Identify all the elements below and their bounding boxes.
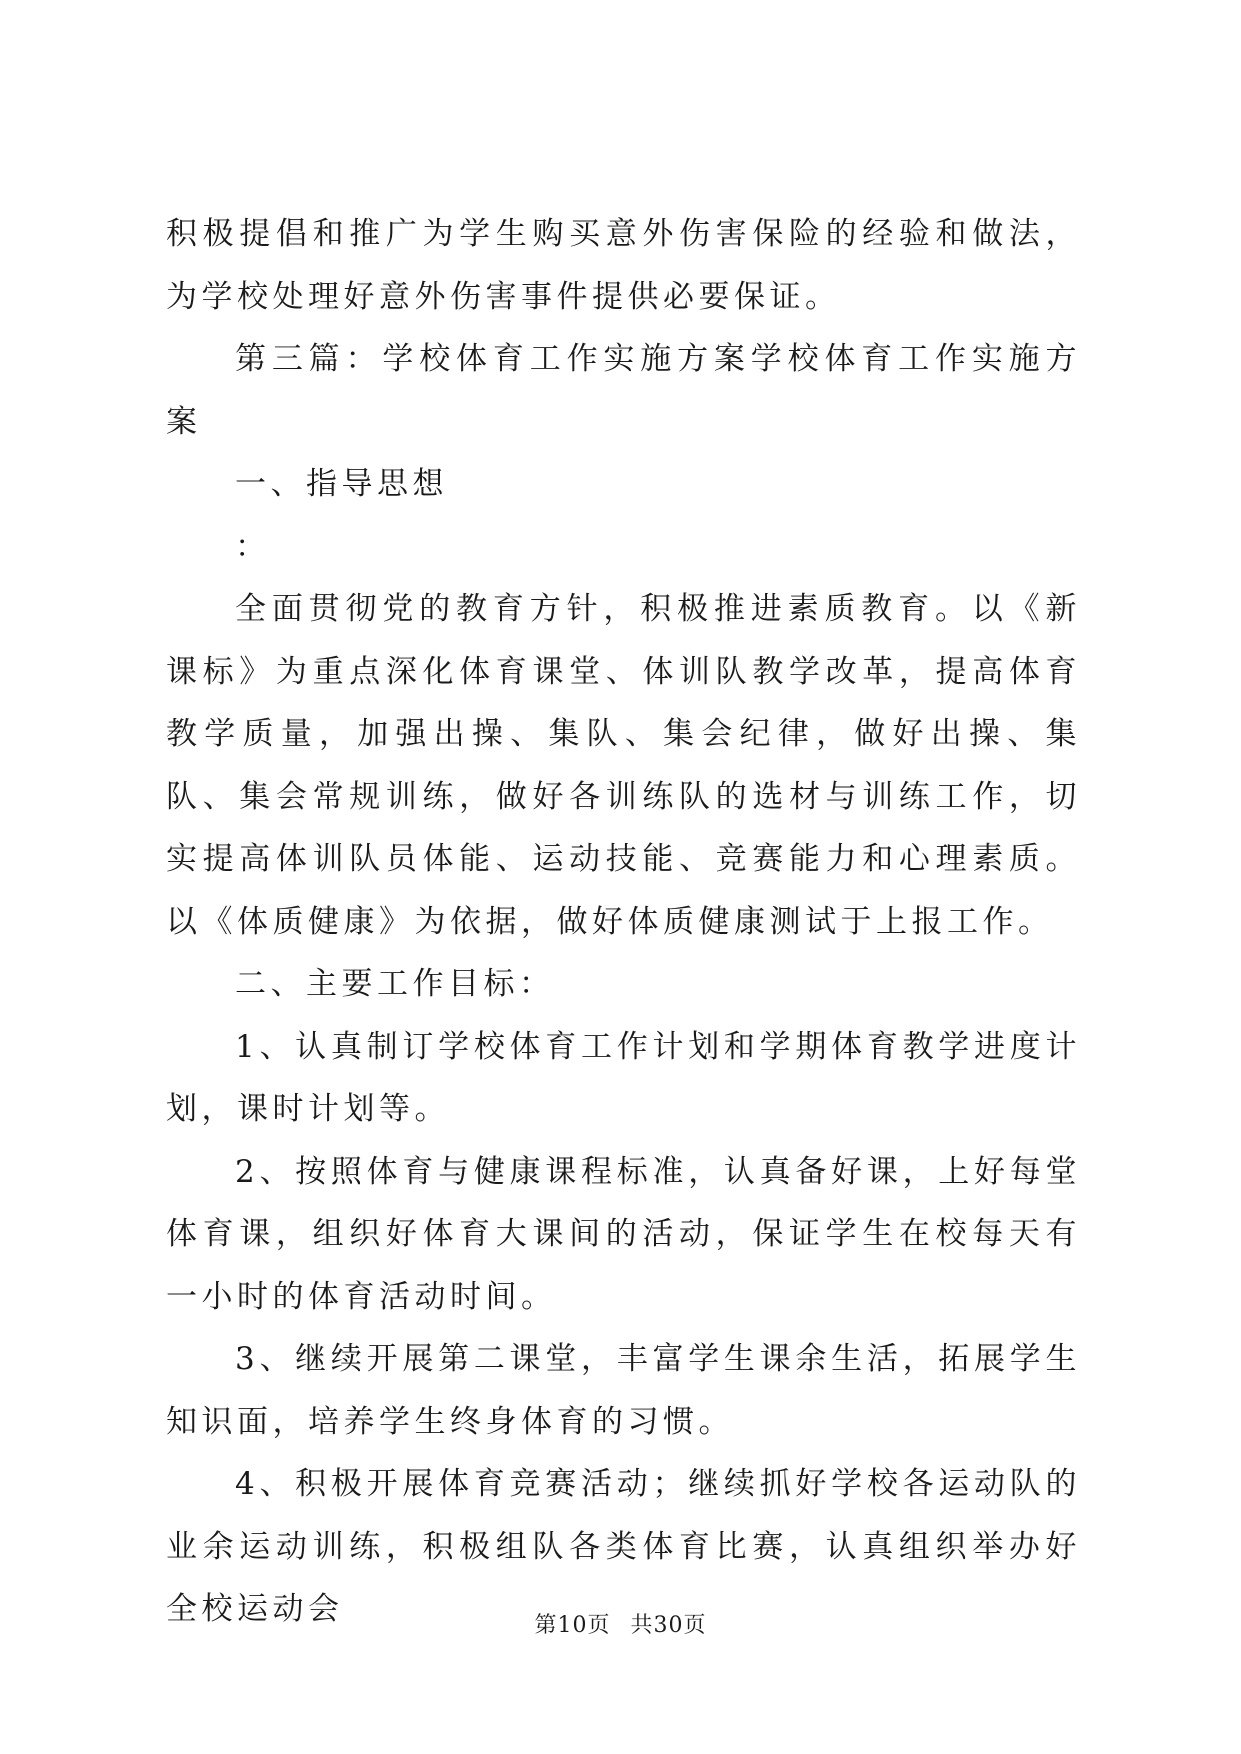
page-footer: [0, 1608, 1241, 1639]
goal-item-2: 2、按照体育与健康课程标准，认真备好课，上好每堂体育课，组织好体育大课间的活动，保证学生在校每天有一小时的体育活动时间。: [166, 1153, 1081, 1315]
paragraph-guiding-ideology: 全面贯彻党的教育方针，积极推进素质教育。以《新课标》为重点深化体育课堂、体训队教学改革，提高体育教学质量，加强出操、集队、集会纪律，做好出操、集队、集会常规训练，做好各训练队的选材与训练工作，切实提高体训队员体能、运动技能、竞赛能力和心理素质。以《体质健康》为依据，做好体质健康测试于上报工作。: [166, 591, 1081, 940]
heading-guiding-ideology: 一、指导思想: [235, 466, 448, 502]
goal-item-4: 4、积极开展体育竞赛活动；继续抓好学校各运动队的业余运动训练，积极组队各类体育比赛，认真组织举办好全校运动会: [166, 1466, 1081, 1627]
page-total: 共30页: [630, 1613, 707, 1638]
document-body: [166, 203, 1081, 1641]
heading-main-goals: 二、主要工作目标：: [235, 966, 555, 1002]
goal-item-1: 1、认真制订学校体育工作计划和学期体育教学进度计划，课时计划等。: [166, 1028, 1081, 1127]
paragraph-intro: 积极提倡和推广为学生购买意外伤害保险的经验和做法，为学校处理好意外伤害事件提供必要保证。: [166, 216, 1081, 315]
colon-line: ：: [235, 528, 271, 565]
section-title: 第三篇：学校体育工作实施方案学校体育工作实施方案: [166, 341, 1081, 440]
goal-item-3: 3、继续开展第二课堂，丰富学生课余生活，拓展学生知识面，培养学生终身体育的习惯。: [166, 1341, 1081, 1440]
page-number: 第10页: [534, 1613, 611, 1638]
